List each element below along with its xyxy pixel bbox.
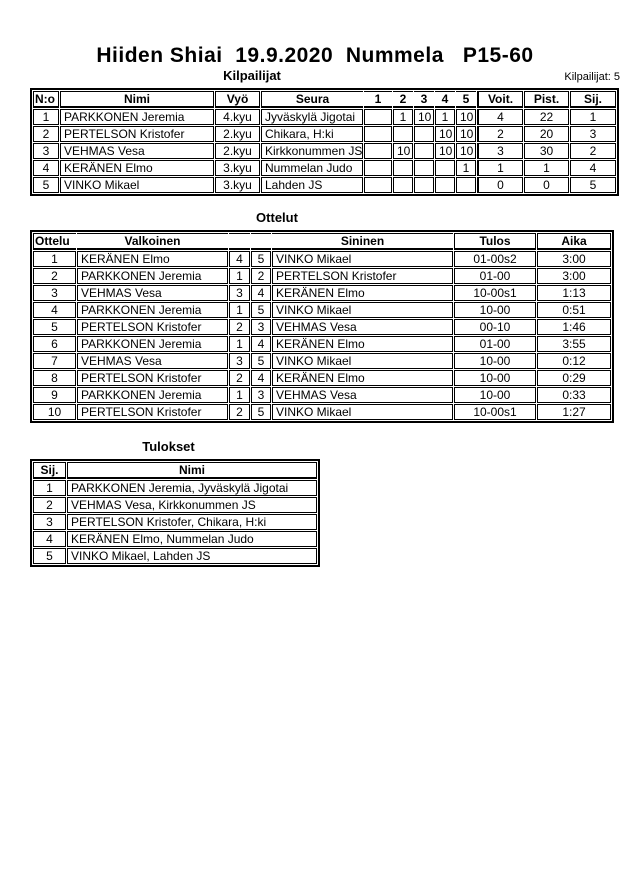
cell-place: 4 [570, 160, 616, 176]
cell-match-no: 7 [33, 353, 76, 369]
col-header-no: N:o [33, 91, 59, 108]
cell-club: Kirkkonummen JS [261, 143, 363, 159]
cell-place: 4 [33, 531, 66, 547]
cell-blue-name: VINKO Mikael [272, 302, 453, 318]
cell-score-4: 1 [435, 109, 455, 125]
table-row [33, 251, 611, 267]
cell-score-2: 10 [393, 143, 413, 159]
cell-score-4 [435, 160, 455, 176]
cell-place: 1 [33, 480, 66, 496]
cell-belt: 2.kyu [215, 143, 260, 159]
competitors-heading: Kilpailijat [223, 68, 281, 83]
cell-points: 30 [524, 143, 569, 159]
cell-score-5: 1 [456, 160, 476, 176]
cell-name-club: PERTELSON Kristofer, Chikara, H:ki [67, 514, 317, 530]
col-header-ottelu: Ottelu [33, 233, 76, 250]
cell-result: 10-00 [454, 353, 536, 369]
cell-score-1 [364, 109, 392, 125]
cell-wins: 3 [477, 143, 523, 159]
cell-blue-number: 2 [251, 268, 271, 284]
cell-belt: 4.kyu [215, 109, 260, 125]
cell-blue-number: 3 [251, 319, 271, 335]
cell-score-3 [414, 160, 434, 176]
cell-score-2 [393, 177, 413, 193]
cell-score-1 [364, 143, 392, 159]
cell-time: 0:29 [537, 370, 611, 386]
col-header-sij: Sij. [570, 91, 616, 108]
cell-score-1 [364, 126, 392, 142]
col-header-pist: Pist. [524, 91, 569, 108]
cell-wins: 1 [477, 160, 523, 176]
table-row [33, 285, 611, 301]
col-header-3: 3 [414, 91, 434, 108]
cell-score-3 [414, 126, 434, 142]
cell-match-no: 3 [33, 285, 76, 301]
cell-white-name: PERTELSON Kristofer [77, 404, 228, 420]
col-header-4: 4 [435, 91, 455, 108]
cell-points: 20 [524, 126, 569, 142]
cell-score-5: 10 [456, 143, 476, 159]
cell-name-club: VINKO Mikael, Lahden JS [67, 548, 317, 564]
results-table-body [33, 480, 317, 564]
col-header-nimi: Nimi [67, 462, 317, 479]
cell-blue-name: VEHMAS Vesa [272, 387, 453, 403]
col-header-sininen: Sininen [272, 233, 453, 250]
competitors-table [30, 88, 619, 196]
table-row [33, 531, 317, 547]
cell-club: Lahden JS [261, 177, 363, 193]
col-header-seura: Seura [261, 91, 363, 108]
cell-blue-name: KERÄNEN Elmo [272, 285, 453, 301]
col-header-2: 2 [393, 91, 413, 108]
col-header-tulos: Tulos [454, 233, 536, 250]
table-row [33, 548, 317, 564]
table-row [33, 160, 616, 176]
table-row [33, 353, 611, 369]
cell-white-name: PARKKONEN Jeremia [77, 336, 228, 352]
cell-place: 5 [570, 177, 616, 193]
col-header-nimi: Nimi [60, 91, 214, 108]
cell-place: 5 [33, 548, 66, 564]
cell-white-number: 1 [229, 302, 250, 318]
cell-result: 10-00 [454, 302, 536, 318]
cell-blue-number: 5 [251, 302, 271, 318]
col-header-vyo: Vyö [215, 91, 260, 108]
results-heading: Tulokset [142, 439, 195, 454]
table-row [33, 370, 611, 386]
cell-white-number: 2 [229, 319, 250, 335]
cell-blue-number: 3 [251, 387, 271, 403]
cell-blue-name: VINKO Mikael [272, 353, 453, 369]
cell-result: 10-00 [454, 370, 536, 386]
col-header-sij: Sij. [33, 462, 66, 479]
cell-score-5 [456, 177, 476, 193]
cell-name-club: KERÄNEN Elmo, Nummelan Judo [67, 531, 317, 547]
cell-blue-name: KERÄNEN Elmo [272, 370, 453, 386]
cell-place: 2 [570, 143, 616, 159]
matches-table-body [33, 251, 611, 420]
competitors-table-body [33, 109, 616, 193]
competitors-count-label: Kilpailijat: 5 [564, 71, 620, 83]
cell-place: 1 [570, 109, 616, 125]
cell-white-number: 2 [229, 370, 250, 386]
cell-match-no: 10 [33, 404, 76, 420]
cell-white-number: 1 [229, 387, 250, 403]
table-row [33, 177, 616, 193]
cell-white-name: KERÄNEN Elmo [77, 251, 228, 267]
cell-result: 01-00 [454, 268, 536, 284]
cell-white-name: PARKKONEN Jeremia [77, 302, 228, 318]
cell-blue-number: 4 [251, 285, 271, 301]
table-row [33, 404, 611, 420]
cell-name: VEHMAS Vesa [60, 143, 214, 159]
cell-wins: 2 [477, 126, 523, 142]
table-row [33, 319, 611, 335]
cell-time: 1:13 [537, 285, 611, 301]
cell-result: 10-00s1 [454, 285, 536, 301]
cell-match-no: 9 [33, 387, 76, 403]
cell-points: 22 [524, 109, 569, 125]
cell-match-no: 8 [33, 370, 76, 386]
table-row [33, 109, 616, 125]
cell-score-5: 10 [456, 109, 476, 125]
col-header-blue-number [251, 233, 271, 250]
table-row [33, 336, 611, 352]
cell-wins: 4 [477, 109, 523, 125]
cell-place: 2 [33, 497, 66, 513]
cell-time: 3:00 [537, 251, 611, 267]
cell-time: 0:33 [537, 387, 611, 403]
cell-score-4: 10 [435, 143, 455, 159]
matches-table [30, 230, 614, 423]
cell-blue-name: PERTELSON Kristofer [272, 268, 453, 284]
cell-score-1 [364, 177, 392, 193]
cell-blue-number: 5 [251, 251, 271, 267]
cell-match-no: 6 [33, 336, 76, 352]
cell-white-number: 3 [229, 285, 250, 301]
cell-blue-name: VEHMAS Vesa [272, 319, 453, 335]
cell-white-name: PERTELSON Kristofer [77, 370, 228, 386]
cell-name: PARKKONEN Jeremia [60, 109, 214, 125]
cell-belt: 3.kyu [215, 177, 260, 193]
page-title: Hiiden Shiai 19.9.2020 Nummela P15-60 [96, 44, 534, 67]
cell-blue-name: VINKO Mikael [272, 404, 453, 420]
cell-belt: 2.kyu [215, 126, 260, 142]
cell-result: 10-00 [454, 387, 536, 403]
cell-name: PERTELSON Kristofer [60, 126, 214, 142]
table-row [33, 387, 611, 403]
matches-heading: Ottelut [256, 210, 298, 225]
cell-name: VINKO Mikael [60, 177, 214, 193]
cell-result: 10-00s1 [454, 404, 536, 420]
cell-score-2 [393, 126, 413, 142]
cell-score-5: 10 [456, 126, 476, 142]
cell-white-name: PARKKONEN Jeremia [77, 268, 228, 284]
cell-white-number: 1 [229, 336, 250, 352]
cell-time: 1:27 [537, 404, 611, 420]
cell-place: 3 [33, 514, 66, 530]
cell-points: 0 [524, 177, 569, 193]
cell-club: Jyväskylä Jigotai [261, 109, 363, 125]
table-row [33, 514, 317, 530]
cell-club: Nummelan Judo [261, 160, 363, 176]
cell-white-number: 1 [229, 268, 250, 284]
cell-white-name: VEHMAS Vesa [77, 285, 228, 301]
cell-no: 4 [33, 160, 59, 176]
cell-blue-name: VINKO Mikael [272, 251, 453, 267]
cell-no: 3 [33, 143, 59, 159]
col-header-5: 5 [456, 91, 476, 108]
header-row [33, 91, 616, 108]
cell-blue-number: 5 [251, 353, 271, 369]
table-row [33, 268, 611, 284]
cell-score-2: 1 [393, 109, 413, 125]
cell-result: 01-00 [454, 336, 536, 352]
cell-match-no: 4 [33, 302, 76, 318]
cell-white-number: 3 [229, 353, 250, 369]
cell-blue-number: 4 [251, 370, 271, 386]
cell-name-club: PARKKONEN Jeremia, Jyväskylä Jigotai [67, 480, 317, 496]
cell-white-name: PARKKONEN Jeremia [77, 387, 228, 403]
header-row [33, 233, 611, 250]
cell-belt: 3.kyu [215, 160, 260, 176]
cell-points: 1 [524, 160, 569, 176]
cell-white-name: PERTELSON Kristofer [77, 319, 228, 335]
cell-result: 00-10 [454, 319, 536, 335]
col-header-valkoinen: Valkoinen [77, 233, 228, 250]
cell-time: 1:46 [537, 319, 611, 335]
cell-match-no: 1 [33, 251, 76, 267]
cell-blue-number: 4 [251, 336, 271, 352]
header-row [33, 462, 317, 479]
competitors-table-header [33, 91, 616, 108]
cell-time: 0:12 [537, 353, 611, 369]
table-row [33, 480, 317, 496]
cell-score-3: 10 [414, 109, 434, 125]
cell-white-name: VEHMAS Vesa [77, 353, 228, 369]
table-row [33, 126, 616, 142]
cell-score-4: 10 [435, 126, 455, 142]
table-row [33, 143, 616, 159]
cell-name: KERÄNEN Elmo [60, 160, 214, 176]
cell-white-number: 2 [229, 404, 250, 420]
cell-time: 3:00 [537, 268, 611, 284]
cell-score-4 [435, 177, 455, 193]
cell-match-no: 2 [33, 268, 76, 284]
cell-time: 0:51 [537, 302, 611, 318]
col-header-voit: Voit. [477, 91, 523, 108]
cell-score-2 [393, 160, 413, 176]
cell-time: 3:55 [537, 336, 611, 352]
cell-white-number: 4 [229, 251, 250, 267]
col-header-aika: Aika [537, 233, 611, 250]
cell-place: 3 [570, 126, 616, 142]
cell-wins: 0 [477, 177, 523, 193]
cell-blue-number: 5 [251, 404, 271, 420]
cell-score-1 [364, 160, 392, 176]
table-row [33, 302, 611, 318]
matches-table-header [33, 233, 611, 250]
cell-name-club: VEHMAS Vesa, Kirkkonummen JS [67, 497, 317, 513]
cell-club: Chikara, H:ki [261, 126, 363, 142]
table-row [33, 497, 317, 513]
cell-score-3 [414, 143, 434, 159]
cell-no: 2 [33, 126, 59, 142]
cell-no: 5 [33, 177, 59, 193]
cell-score-3 [414, 177, 434, 193]
col-header-white-number [229, 233, 250, 250]
cell-no: 1 [33, 109, 59, 125]
results-table [30, 459, 320, 567]
col-header-1: 1 [364, 91, 392, 108]
results-table-header [33, 462, 317, 479]
cell-result: 01-00s2 [454, 251, 536, 267]
cell-blue-name: KERÄNEN Elmo [272, 336, 453, 352]
cell-match-no: 5 [33, 319, 76, 335]
